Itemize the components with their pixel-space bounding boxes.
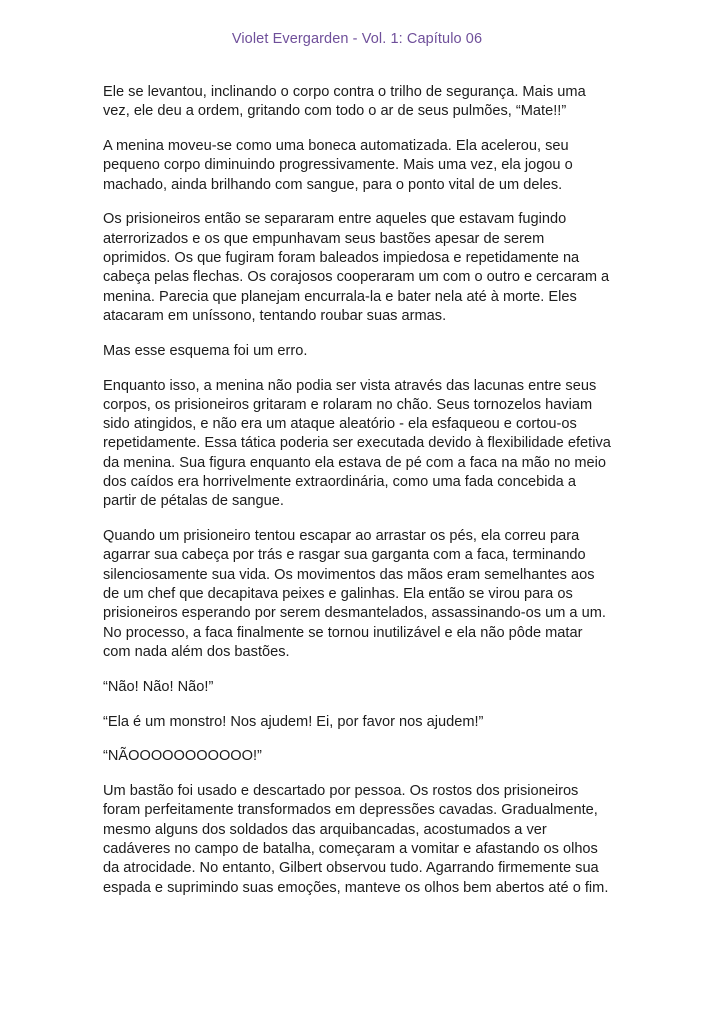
paragraph: Ele se levantou, inclinando o corpo contra o trilho de segurança. Mais uma vez, ele deu a ordem, gritando com todo o ar de seus pulmões, “Mate!!” <box>103 84 586 120</box>
paragraph: Mas esse esquema foi um erro. <box>103 342 308 359</box>
paragraph: Um bastão foi usado e descartado por pessoa. Os rostos dos prisioneiros foram perfeitamente transformados em depressões cavadas. Gradualmente, mesmo alguns dos soldados das arquibancadas, acostumados a ver cadáveres no campo de batalha, começaram a vomitar e afastando os olhos da atrocidade. No entanto, Gilbert observou tudo. Agarrando firmemente sua espada e suprimindo suas emoções, manteve os olhos bem abertos até o fim. <box>103 783 609 896</box>
chapter-body <box>103 83 613 913</box>
paragraph: A menina moveu-se como uma boneca automatizada. Ela acelerou, seu pequeno corpo diminuindo progressivamente. Mais uma vez, ela jogou o machado, ainda brilhando com sangue, para o ponto vital de um deles. <box>103 138 573 193</box>
paragraph: Enquanto isso, a menina não podia ser vista através das lacunas entre seus corpos, os prisioneiros gritaram e rolaram no chão. Seus tornozelos haviam sido atingidos, e não era um ataque aleatório - ela esfaqueou e cortou-os repetidamente. Essa tática poderia ser executada devido à flexibilidade efetiva da menina. Sua figura enquanto ela estava de pé com a faca na mão no meio dos caídos era horrivelmente extraordinária, como uma fada concebida a partir de pétalas de sangue. <box>103 377 611 510</box>
dialogue-line: “Ela é um monstro! Nos ajudem! Ei, por favor nos ajudem!” <box>103 713 484 730</box>
dialogue-line: “Não! Não! Não!” <box>103 678 214 695</box>
paragraph: Quando um prisioneiro tentou escapar ao arrastar os pés, ela correu para agarrar sua cabeça por trás e rasgar sua garganta com a faca, terminando silenciosamente sua vida. Os movimentos das mãos eram semelhantes aos de um chef que decapitava peixes e galinhas. Ela então se virou para os prisioneiros esperando por serem desmantelados, assassinando-os um a um. No processo, a faca finalmente se tornou inutilizável e ela não pôde matar com nada além dos bastões. <box>103 528 606 660</box>
page-header-title: Violet Evergarden - Vol. 1: Capítulo 06 <box>231 31 483 47</box>
dialogue-line: “NÃOOOOOOOOOOO!” <box>103 748 262 765</box>
paragraph: Os prisioneiros então se separaram entre aqueles que estavam fugindo aterrorizados e os que empunhavam seus bastões apesar de serem oprimidos. Os que fugiram foram baleados impiedosa e repetidamente na cabeça pelas flechas. Os corajosos cooperaram um com o outro e cercaram a menina. Parecia que planejam encurrala-la e bater nela até à morte. Eles atacaram em uníssono, tentando roubar suas armas. <box>103 211 610 324</box>
